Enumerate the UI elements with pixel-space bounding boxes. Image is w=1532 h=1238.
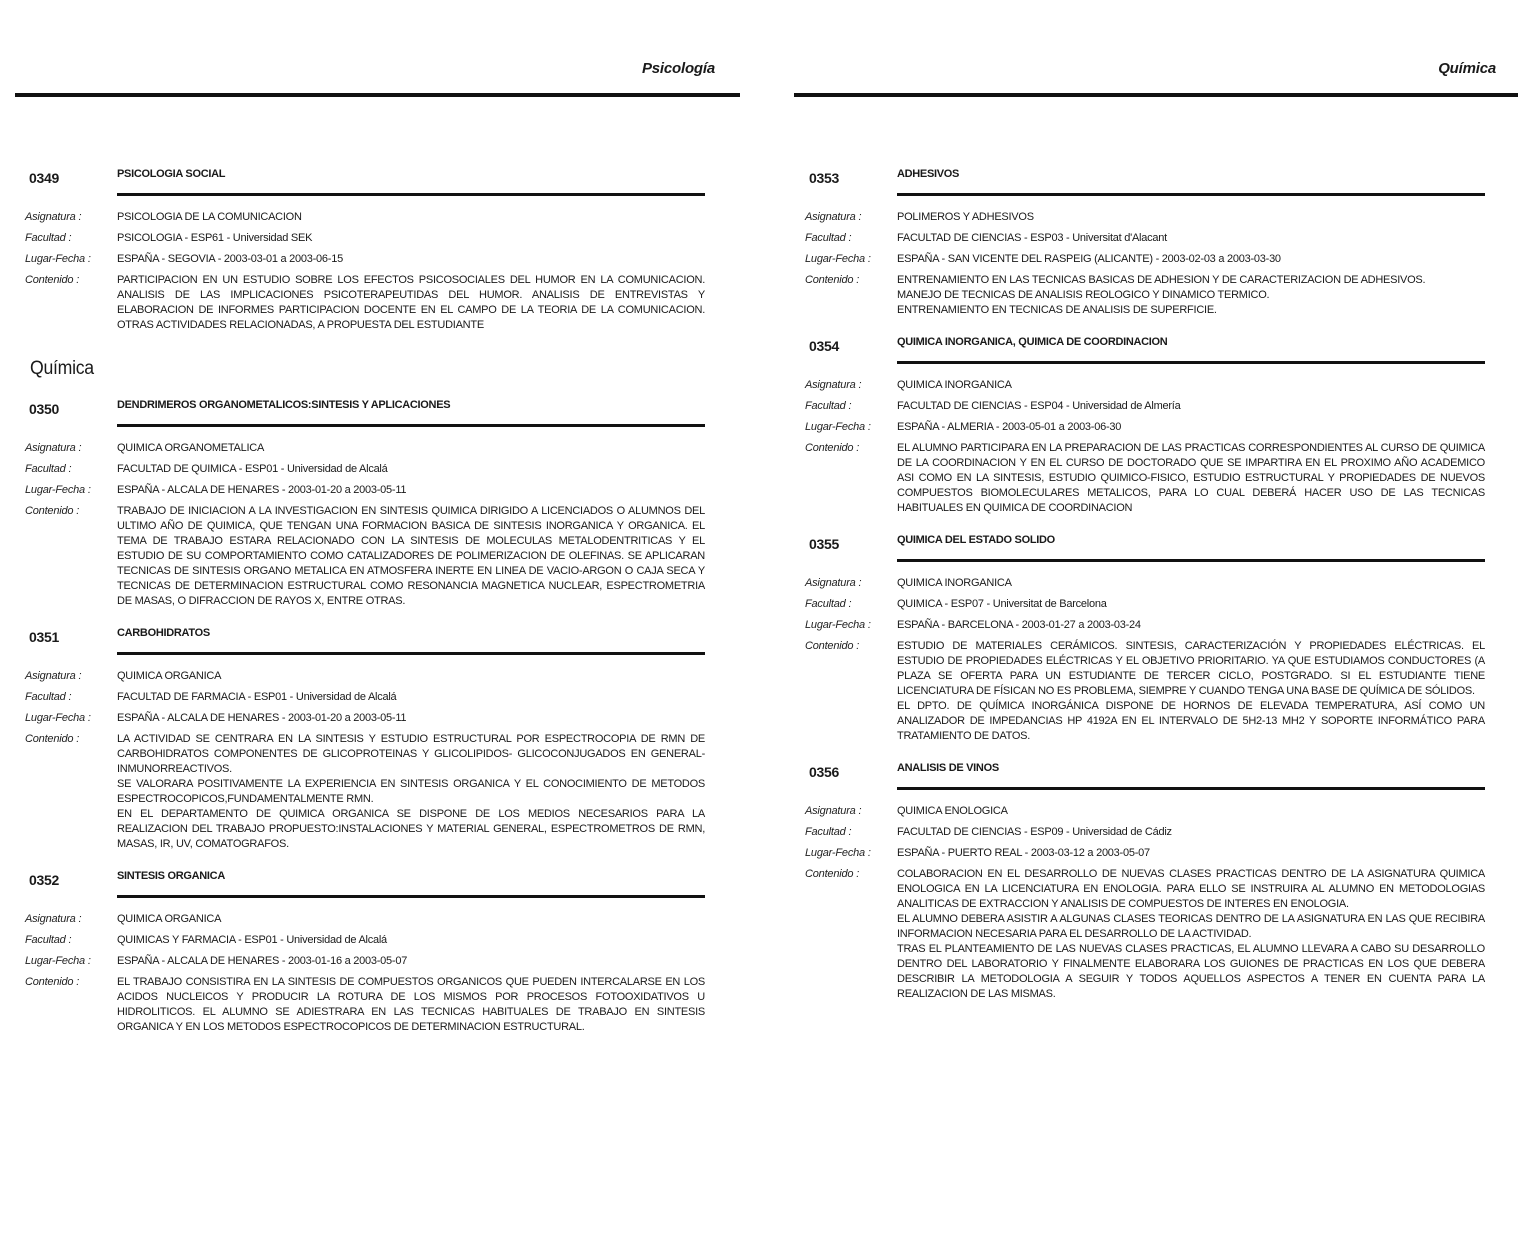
asignatura-row bbox=[780, 804, 1532, 819]
contenido-label: Contenido : bbox=[805, 274, 860, 286]
entry-title: ADHESIVOS bbox=[897, 168, 960, 180]
facultad-value: QUIMICA - ESP07 - Universitat de Barcelona bbox=[897, 598, 1107, 610]
lugar-fecha-row bbox=[0, 711, 760, 726]
lugar-fecha-label: Lugar-Fecha : bbox=[805, 847, 871, 859]
entry-0352 bbox=[0, 870, 760, 1035]
contenido-label: Contenido : bbox=[805, 442, 860, 454]
entry-rule bbox=[117, 193, 705, 196]
lugar-fecha-label: Lugar-Fecha : bbox=[805, 421, 871, 433]
contenido-label: Contenido : bbox=[25, 505, 80, 517]
entry-number: 0353 bbox=[809, 170, 839, 186]
lugar-fecha-value: ESPAÑA - ALCALA DE HENARES - 2003-01-16 a 2003-05-07 bbox=[117, 955, 408, 967]
contenido-label: Contenido : bbox=[25, 976, 80, 988]
lugar-fecha-label: Lugar-Fecha : bbox=[805, 253, 871, 265]
entry-header bbox=[780, 534, 1532, 564]
entry-fields bbox=[780, 210, 1532, 318]
asignatura-label: Asignatura : bbox=[25, 211, 82, 223]
entry-header bbox=[780, 336, 1532, 366]
asignatura-label: Asignatura : bbox=[25, 442, 82, 454]
lugar-fecha-row bbox=[780, 420, 1532, 435]
lugar-fecha-value: ESPAÑA - SAN VICENTE DEL RASPEIG (ALICANTE) - 2003-02-03 a 2003-03-30 bbox=[897, 253, 1281, 265]
entry-fields bbox=[780, 804, 1532, 1002]
entry-title: SINTESIS ORGANICA bbox=[117, 870, 225, 882]
entry-rule bbox=[117, 652, 705, 655]
contenido-row bbox=[780, 441, 1532, 516]
entry-header bbox=[0, 627, 760, 657]
facultad-label: Facultad : bbox=[805, 598, 852, 610]
lugar-fecha-value: ESPAÑA - ALCALA DE HENARES - 2003-01-20 a 2003-05-11 bbox=[117, 712, 407, 724]
lugar-fecha-label: Lugar-Fecha : bbox=[805, 619, 871, 631]
left-page bbox=[0, 0, 760, 1238]
facultad-row bbox=[0, 690, 760, 705]
entry-rule bbox=[117, 895, 705, 898]
entry-fields bbox=[0, 912, 760, 1035]
contenido-value: TRABAJO DE INICIACION A LA INVESTIGACION EN SINTESIS QUIMICA DIRIGIDO A LICENCIADOS O ALUMNOS DEL ULTIMO AÑO DE QUIMICA, QUE TENGAN UNA FORMACION BASICA DE SINTESIS INORGANICA Y ORGANICA. EL TEMA DE TRABAJO ESTARA RELACIONADO CON LA SINTESIS DE MOLECULAS METALODENTRITICAS Y EL ESTUDIO DE SU COMPORTAMIENTO COMO CATALIZADORES DE POLIMERIZACION DE OLEFINAS. SE APLICARAN TECNICAS DE SINTESIS ORGANO METALICA EN ATMOSFERA INERTE EN LINEA DE VACIO-ARGON O CAJA SECA Y TECNICAS DE DETERMINACION ESTRUCTURAL COMO RESONANCIA MAGNETICA NUCLEAR, ESPECTROMETRIA DE MASAS, O DIFRACCION DE RAYOS X, ENTRE OTRAS. bbox=[117, 505, 705, 607]
entry-title: PSICOLOGIA SOCIAL bbox=[117, 168, 226, 180]
facultad-row bbox=[0, 933, 760, 948]
asignatura-label: Asignatura : bbox=[25, 913, 82, 925]
facultad-label: Facultad : bbox=[805, 400, 852, 412]
asignatura-row bbox=[780, 576, 1532, 591]
lugar-fecha-label: Lugar-Fecha : bbox=[25, 484, 91, 496]
asignatura-value: POLIMEROS Y ADHESIVOS bbox=[897, 211, 1034, 223]
contenido-value: EL TRABAJO CONSISTIRA EN LA SINTESIS DE COMPUESTOS ORGANICOS QUE PUEDEN INTERCALARSE EN LOS ACIDOS NUCLEICOS Y PRODUCIR LA ROTURA DE LOS MISMOS POR PROCESOS FOTOOXIDATIVOS U HIDROLITICOS. EL ALUMNO SE ADIESTRARA EN LAS TECNICAS HABITUALES DE TRABAJO EN SINTESIS ORGANICA Y EN LOS METODOS ESPECTROCOPICOS DE DETERMINACION ESTRUCTURAL. bbox=[117, 976, 705, 1033]
asignatura-value: QUIMICA INORGANICA bbox=[897, 577, 1012, 589]
entry-rule bbox=[897, 361, 1485, 364]
asignatura-label: Asignatura : bbox=[805, 379, 862, 391]
lugar-fecha-row bbox=[780, 252, 1532, 267]
left-column bbox=[0, 168, 760, 1053]
entry-rule bbox=[897, 193, 1485, 196]
entry-0351 bbox=[0, 627, 760, 852]
contenido-row bbox=[780, 867, 1532, 1002]
asignatura-label: Asignatura : bbox=[805, 805, 862, 817]
entry-number: 0351 bbox=[29, 629, 59, 645]
lugar-fecha-row bbox=[780, 618, 1532, 633]
entry-title: QUIMICA INORGANICA, QUIMICA DE COORDINACION bbox=[897, 336, 1168, 348]
entry-fields bbox=[780, 378, 1532, 516]
entry-fields bbox=[0, 669, 760, 852]
lugar-fecha-row bbox=[0, 252, 760, 267]
contenido-row bbox=[0, 732, 760, 852]
lugar-fecha-value: ESPAÑA - ALCALA DE HENARES - 2003-01-20 a 2003-05-11 bbox=[117, 484, 407, 496]
entry-0349 bbox=[0, 168, 760, 333]
asignatura-row bbox=[0, 912, 760, 927]
contenido-value: PARTICIPACION EN UN ESTUDIO SOBRE LOS EFECTOS PSICOSOCIALES DEL HUMOR EN LA COMUNICACION. ANALISIS DE LAS IMPLICACIONES PSICOTERAPEUTIDAS DEL HUMOR. ANALISIS DE ENTREVISTAS Y ELABORACION DE INFORMES PARTICIPACION DOCENTE EN EL CAMPO DE LA TEORIA DE LA COMUNICACION. OTRAS ACTIVIDADES RELACIONADAS, A PROPUESTA DEL ESTUDIANTE bbox=[117, 274, 705, 331]
asignatura-value: QUIMICA ORGANOMETALICA bbox=[117, 442, 265, 454]
asignatura-row bbox=[0, 669, 760, 684]
entry-0355 bbox=[780, 534, 1532, 744]
asignatura-label: Asignatura : bbox=[25, 670, 82, 682]
facultad-value: FACULTAD DE CIENCIAS - ESP04 - Universidad de Almería bbox=[897, 400, 1181, 412]
entry-0350 bbox=[0, 399, 760, 609]
contenido-value: COLABORACION EN EL DESARROLLO DE NUEVAS CLASES PRACTICAS DENTRO DE LA ASIGNATURA QUIMICA ENOLOGICA EN LA LICENCIATURA EN ENOLOGIA. PARA ELLO SE INSTRUIRA AL ALUMNO EN METODOLOGIAS ANALITICAS DE EXTRACCION Y ANALISIS DE COMPUESTOS DE INTERES EN ENOLOGIA. EL ALUMNO DEBERA ASISTIR A ALGUNAS CLASES TEORICAS DENTRO DE LA ASIGNATURA EN LAS QUE RECIBIRA INFORMACION NECESARIA PARA EL DESARROLLO DE LA ACTIVIDAD. TRAS EL PLANTEAMIENTO DE LAS NUEVAS CLASES PRACTICAS, EL ALUMNO LLEVARA A CABO SU DESARROLLO DENTRO DEL LABORATORIO Y FINALMENTE ELABORARA LOS GUIONES DE PRACTICAS EN LOS QUE DEBERA DESCRIBIR LA METODOLOGIA A SEGUIR Y TODOS AQUELLOS ASPECTOS A TENER EN CUENTA PARA LA REALIZACION DE LAS MISMAS. bbox=[897, 868, 1485, 1000]
facultad-row bbox=[780, 231, 1532, 246]
entry-number: 0356 bbox=[809, 764, 839, 780]
facultad-value: QUIMICAS Y FARMACIA - ESP01 - Universidad de Alcalá bbox=[117, 934, 387, 946]
lugar-fecha-row bbox=[0, 954, 760, 969]
contenido-row bbox=[780, 639, 1532, 744]
asignatura-label: Asignatura : bbox=[805, 211, 862, 223]
contenido-row bbox=[0, 975, 760, 1035]
contenido-row bbox=[780, 273, 1532, 318]
asignatura-row bbox=[780, 210, 1532, 225]
running-head: Psicología bbox=[641, 60, 715, 77]
header-rule bbox=[794, 93, 1518, 97]
contenido-value: EL ALUMNO PARTICIPARA EN LA PREPARACION DE LAS PRACTICAS CORRESPONDIENTES AL CURSO DE QUIMICA DE LA COORDINACION Y EN EL CURSO DE DOCTORADO QUE SE IMPARTIRA EN EL PROXIMO AÑO ACADEMICO ASI COMO EN LA SINTESIS, ESTUDIO QUIMICO-FISICO, ESTUDIO ESTRUCTURAL Y PROPIEDADES DE NUEVOS COMPUESTOS BIOMOLECULARES METALICOS, PARA LO CUAL DEBERÁ HACER USO DE LAS TECNICAS HABITUALES EN QUIMICA DE COORDINACION bbox=[897, 442, 1485, 514]
facultad-label: Facultad : bbox=[805, 826, 852, 838]
facultad-label: Facultad : bbox=[25, 934, 72, 946]
entry-title: DENDRIMEROS ORGANOMETALICOS:SINTESIS Y APLICACIONES bbox=[117, 399, 451, 411]
asignatura-value: QUIMICA ORGANICA bbox=[117, 913, 222, 925]
lugar-fecha-label: Lugar-Fecha : bbox=[25, 712, 91, 724]
facultad-label: Facultad : bbox=[25, 691, 72, 703]
asignatura-value: PSICOLOGIA DE LA COMUNICACION bbox=[117, 211, 302, 223]
contenido-label: Contenido : bbox=[805, 868, 860, 880]
facultad-row bbox=[0, 462, 760, 477]
facultad-value: FACULTAD DE CIENCIAS - ESP03 - Universitat d'Alacant bbox=[897, 232, 1167, 244]
facultad-value: FACULTAD DE FARMACIA - ESP01 - Universidad de Alcalá bbox=[117, 691, 397, 703]
facultad-row bbox=[780, 399, 1532, 414]
lugar-fecha-label: Lugar-Fecha : bbox=[25, 253, 91, 265]
facultad-row bbox=[0, 231, 760, 246]
lugar-fecha-value: ESPAÑA - ALMERIA - 2003-05-01 a 2003-06-30 bbox=[897, 421, 1122, 433]
entry-number: 0349 bbox=[29, 170, 59, 186]
facultad-row bbox=[780, 825, 1532, 840]
entry-number: 0354 bbox=[809, 338, 839, 354]
entry-header bbox=[0, 870, 760, 900]
facultad-value: FACULTAD DE CIENCIAS - ESP09 - Universidad de Cádiz bbox=[897, 826, 1172, 838]
lugar-fecha-value: ESPAÑA - PUERTO REAL - 2003-03-12 a 2003-05-07 bbox=[897, 847, 1150, 859]
running-head: Química bbox=[1438, 60, 1496, 77]
entry-fields bbox=[0, 210, 760, 333]
asignatura-row bbox=[0, 210, 760, 225]
facultad-value: FACULTAD DE QUIMICA - ESP01 - Universidad de Alcalá bbox=[117, 463, 388, 475]
asignatura-label: Asignatura : bbox=[805, 577, 862, 589]
entry-rule bbox=[117, 424, 705, 427]
entry-title: QUIMICA DEL ESTADO SOLIDO bbox=[897, 534, 1055, 546]
contenido-label: Contenido : bbox=[805, 640, 860, 652]
entry-0353 bbox=[780, 168, 1532, 318]
asignatura-row bbox=[0, 441, 760, 456]
contenido-value: LA ACTIVIDAD SE CENTRARA EN LA SINTESIS Y ESTUDIO ESTRUCTURAL POR ESPECTROCOPIA DE RMN DE CARBOHIDRATOS COMPONENTES DE GLICOPROTEINAS Y GLICOLIPIDOS- GLICOCONJUGADOS EN GENERAL-INMUNORREACTIVOS. SE VALORARA POSITIVAMENTE LA EXPERIENCIA EN SINTESIS ORGANICA Y EL CONOCIMIENTO DE METODOS ESPECTROCOPICOS,FUNDAMENTALMENTE RMN. EN EL DEPARTAMENTO DE QUIMICA ORGANICA SE DISPONE DE LOS MEDIOS NECESARIOS PARA LA REALIZACION DEL TRABAJO PROPUESTO:INSTALACIONES Y MATERIAL GENERAL, ESPECTROMETROS DE RMN, MASAS, IR, UV, COMATOGRAFOS. bbox=[117, 733, 705, 850]
lugar-fecha-value: ESPAÑA - BARCELONA - 2003-01-27 a 2003-03-24 bbox=[897, 619, 1141, 631]
entry-0356 bbox=[780, 762, 1532, 1002]
entry-fields bbox=[0, 441, 760, 609]
entry-0354 bbox=[780, 336, 1532, 516]
entry-number: 0352 bbox=[29, 872, 59, 888]
asignatura-value: QUIMICA ENOLOGICA bbox=[897, 805, 1008, 817]
entry-header bbox=[780, 762, 1532, 792]
contenido-value: ENTRENAMIENTO EN LAS TECNICAS BASICAS DE ADHESION Y DE CARACTERIZACION DE ADHESIVOS. MANEJO DE TECNICAS DE ANALISIS REOLOGICO Y DINAMICO TERMICO. ENTRENAMIENTO EN TECNICAS DE ANALISIS DE SUPERFICIE. bbox=[897, 274, 1426, 316]
entry-header bbox=[780, 168, 1532, 198]
lugar-fecha-row bbox=[780, 846, 1532, 861]
contenido-row bbox=[0, 504, 760, 609]
entry-rule bbox=[897, 787, 1485, 790]
entry-fields bbox=[780, 576, 1532, 744]
right-page bbox=[780, 0, 1532, 1238]
contenido-value: ESTUDIO DE MATERIALES CERÁMICOS. SINTESIS, CARACTERIZACIÓN Y PROPIEDADES ELÉCTRICAS. EL ESTUDIO DE PROPIEDADES ELÉCTRICAS Y EL OBJETIVO PRIORITARIO. YA QUE ESTUDIAMOS CONDUCTORES (A PLAZA SE OFERTA PARA UN ESTUDIANTE DE TERCER CICLO, POSTGRADO. SI EL ESTUDIANTE TIENE LICENCIATURA DE FÍSICAN NO ES PROBLEMA, SIEMPRE Y CUANDO TENGA UNA BASE DE QUÍMICA DE SÓLIDOS. EL DPTO. DE QUÍMICA INORGÁNICA DISPONE DE HORNOS DE ELEVADA TEMPERATURA, ASÍ COMO UN ANALIZADOR DE IMPEDANCIAS HP 4192A EN EL INTERVALO DE 5H2-13 MH2 Y SOPORTE INFORMÁTICO PARA TRATAMIENTO DE DATOS. bbox=[897, 640, 1485, 742]
lugar-fecha-label: Lugar-Fecha : bbox=[25, 955, 91, 967]
facultad-label: Facultad : bbox=[805, 232, 852, 244]
entry-number: 0350 bbox=[29, 401, 59, 417]
facultad-label: Facultad : bbox=[25, 232, 72, 244]
right-column bbox=[780, 168, 1532, 1020]
section-title: Química bbox=[30, 358, 94, 379]
entry-header bbox=[0, 168, 760, 198]
lugar-fecha-value: ESPAÑA - SEGOVIA - 2003-03-01 a 2003-06-15 bbox=[117, 253, 343, 265]
entry-header bbox=[0, 399, 760, 429]
lugar-fecha-row bbox=[0, 483, 760, 498]
asignatura-value: QUIMICA INORGANICA bbox=[897, 379, 1012, 391]
asignatura-value: QUIMICA ORGANICA bbox=[117, 670, 222, 682]
entry-title: CARBOHIDRATOS bbox=[117, 627, 210, 639]
facultad-label: Facultad : bbox=[25, 463, 72, 475]
facultad-row bbox=[780, 597, 1532, 612]
asignatura-row bbox=[780, 378, 1532, 393]
entry-rule bbox=[897, 559, 1485, 562]
header-rule bbox=[15, 93, 740, 97]
entry-title: ANALISIS DE VINOS bbox=[897, 762, 999, 774]
facultad-value: PSICOLOGIA - ESP61 - Universidad SEK bbox=[117, 232, 313, 244]
contenido-label: Contenido : bbox=[25, 733, 80, 745]
entry-number: 0355 bbox=[809, 536, 839, 552]
contenido-label: Contenido : bbox=[25, 274, 80, 286]
contenido-row bbox=[0, 273, 760, 333]
